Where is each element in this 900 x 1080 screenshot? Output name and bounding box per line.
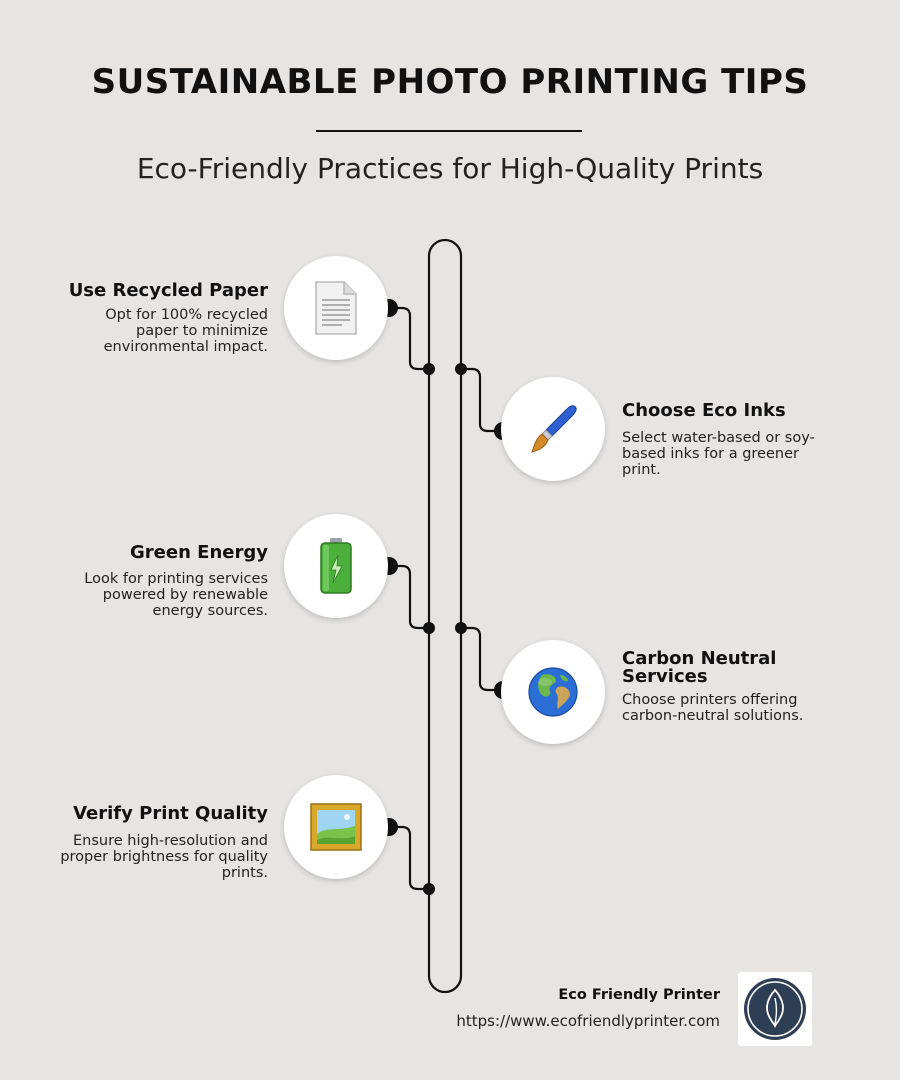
document-icon bbox=[312, 280, 360, 336]
framed-picture-icon bbox=[309, 802, 363, 852]
company-logo bbox=[738, 972, 812, 1046]
step-3-title: Green Energy bbox=[130, 542, 268, 563]
central-track bbox=[429, 240, 461, 992]
step-2-description: Select water-based or soy-based inks for a greener print. bbox=[622, 430, 815, 478]
leaf-flame-icon bbox=[742, 976, 808, 1042]
step-2-title: Choose Eco Inks bbox=[622, 400, 786, 421]
footer-company-name: Eco Friendly Printer bbox=[558, 987, 720, 1003]
step-4-title: Carbon Neutral Services bbox=[622, 648, 777, 687]
step-1-description: Opt for 100% recycled paper to minimize environmental impact. bbox=[103, 307, 268, 355]
step-1-icon-circle bbox=[284, 256, 388, 360]
battery-icon bbox=[319, 537, 353, 595]
step-2-icon-circle bbox=[501, 377, 605, 481]
step-5-title: Verify Print Quality bbox=[73, 803, 268, 824]
step-4-icon-circle bbox=[501, 640, 605, 744]
page-subtitle: Eco-Friendly Practices for High-Quality Prints bbox=[136, 152, 764, 185]
step-5-icon-circle bbox=[284, 775, 388, 879]
step-3-description: Look for printing services powered by renewable energy sources. bbox=[84, 571, 268, 619]
page-title: SUSTAINABLE PHOTO PRINTING TIPS bbox=[91, 62, 809, 102]
step-3-icon-circle bbox=[284, 514, 388, 618]
footer-url-link[interactable]: https://www.ecofriendlyprinter.com bbox=[456, 1012, 720, 1030]
paintbrush-icon bbox=[526, 402, 580, 456]
globe-icon bbox=[526, 665, 580, 719]
step-5-description: Ensure high-resolution and proper brightness for quality prints. bbox=[60, 833, 268, 881]
step-4-description: Choose printers offering carbon-neutral solutions. bbox=[622, 692, 804, 724]
step-1-title: Use Recycled Paper bbox=[68, 280, 268, 301]
